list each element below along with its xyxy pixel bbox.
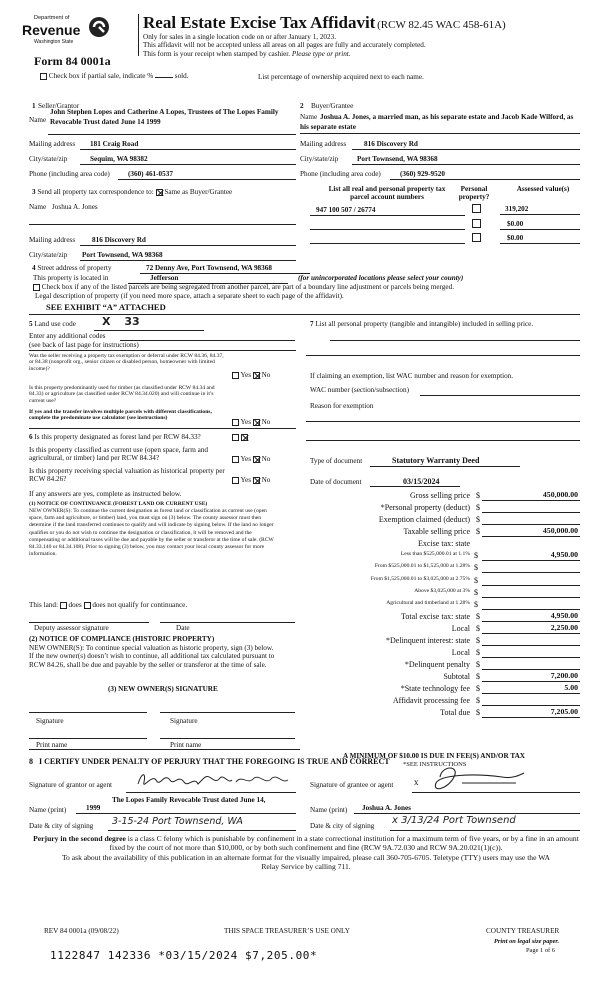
tax-personal-label: *Personal property (deduct) — [380, 503, 470, 512]
timber-question: Is this property predominantly used for timber (as classified under RCW 84.34 and 84.33) or agriculture (as classified under RCW 84.34.020) and will continue in it’s current use? — [29, 385, 215, 404]
compliance-title: (2) NOTICE OF COMPLIANCE (HISTORIC PROPERTY) — [29, 635, 215, 643]
dor-logo — [20, 14, 120, 52]
segregation-row: Check box if any of the listed parcels are being segregated from another parcel, are part of a boundary line adjustment or parcels being merged. — [33, 283, 454, 291]
tax-gross-line — [482, 500, 580, 501]
tax-subtotal-line — [482, 681, 580, 682]
buyer-phone: (360) 929-9520 — [400, 170, 445, 178]
seller-city-label: City/state/zip — [29, 155, 68, 163]
tax-local-dollar: $ — [476, 624, 480, 633]
grantor-date-label: Date & city of signing — [29, 822, 94, 830]
land-use-row: 5 Land use code — [29, 320, 76, 328]
timber-yes-no: Yes No — [232, 418, 270, 426]
does-not-qualify-checkbox[interactable] — [84, 602, 91, 609]
assessed-value-3: $0.00 — [507, 234, 524, 242]
timber-no-checkbox[interactable] — [253, 419, 260, 426]
personal-property-row: 7 List all personal property (tangible and intangible) included in selling price. — [310, 320, 534, 328]
tax-aff-line — [482, 705, 580, 706]
header-note-1: Only for sales in a single location code on or after January 1, 2023. — [143, 33, 337, 41]
historic-yes-checkbox[interactable] — [232, 477, 239, 484]
grantor-signature — [132, 770, 292, 790]
seller-phone: (360) 461-0537 — [128, 170, 173, 178]
form-title: Real Estate Excise Tax Affidavit — [143, 13, 376, 32]
parcel-col-header: List all real and personal property tax parcel account numbers — [328, 185, 446, 202]
segregation-checkbox[interactable] — [33, 284, 40, 291]
grantor-signature-label: Signature of grantor or agent — [29, 781, 113, 789]
timber-yes-checkbox[interactable] — [232, 419, 239, 426]
tax-dl-state-dollar: $ — [476, 636, 480, 645]
new-owner-print-2: Print name — [170, 741, 202, 749]
wac-number-label: WAC number (section/subsection) — [310, 386, 410, 394]
seller-phone-label: Phone (including area code) — [29, 170, 110, 178]
tax-exempt-line — [482, 524, 580, 525]
header-note-3: This form is your receipt when stamped by cashier. Please type or print. — [143, 49, 351, 58]
tax-tech-label: *State technology fee — [400, 684, 470, 693]
corr-name-label: Name — [29, 203, 47, 211]
tax-t2-line — [482, 572, 580, 573]
tax-dl-state-label: *Delinquent interest: state — [386, 636, 470, 645]
tax-t4-dollar: $ — [474, 588, 478, 597]
prop-location-label: This property is located in — [33, 274, 109, 282]
tax-gross-value: 450,000.00 — [542, 490, 578, 499]
treasurer-stamp: 1122847 142336 *03/15/2024 $7,205.00* — [50, 949, 318, 962]
tax-t5-label: Agricultural and timberland at 1.28% — [386, 600, 470, 606]
buyer-name-label: Name — [300, 113, 318, 121]
grantee-name-label: Name (print) — [310, 806, 348, 814]
legal-description-label: Legal description of property (if you need more space, attach a separate sheet to each page of the affidavit). — [35, 292, 344, 300]
tax-t1-label: Less than $525,000.01 at 1.1% — [400, 551, 470, 557]
percentage-note: List percentage of ownership acquired next to each name. — [258, 73, 424, 81]
corr-row: 3 Send all property tax correspondence to: Same as Buyer/Grantee — [32, 188, 233, 196]
grantee-signature-mark — [412, 763, 532, 793]
grantor-date-city: 3-15-24 Port Townsend, WA — [112, 816, 243, 827]
seller-mailing: 181 Craig Road — [90, 140, 139, 148]
same-as-buyer-checkbox[interactable] — [156, 189, 163, 196]
forest-yes-no — [232, 433, 248, 441]
grantee-signature — [412, 763, 532, 793]
assessed-value-2: $0.00 — [507, 220, 524, 228]
continuance-title: (1) NOTICE OF CONTINUANCE (FOREST LAND OR CURRENT USE) — [29, 501, 208, 507]
grantee-x-mark: x — [414, 777, 419, 787]
if-any-yes: If any answers are yes, complete as instructed below. — [29, 490, 182, 498]
tax-t5-dollar: $ — [474, 600, 478, 609]
seller-city: Sequim, WA 98382 — [90, 155, 148, 163]
tax-t2-dollar: $ — [474, 563, 478, 572]
tax-local-line — [482, 633, 580, 634]
new-owner-print-1: Print name — [36, 741, 68, 749]
personal-checkbox-2[interactable] — [472, 219, 481, 228]
tax-taxable-value: 450,000.00 — [542, 526, 578, 535]
tax-aff-dollar: $ — [476, 696, 480, 705]
tax-t1-dollar: $ — [474, 551, 478, 560]
prop-street: 72 Denny Ave, Port Townsend, WA 98368 — [146, 264, 272, 272]
parcel-number-1: 947 100 507 / 26774 — [316, 206, 376, 214]
doc-type-label: Type of document — [310, 457, 363, 465]
tax-tech-value: 5.00 — [564, 683, 578, 692]
dor-logo-icon — [88, 16, 110, 38]
exemption-no-checkbox[interactable] — [253, 372, 260, 379]
current-use-yes-checkbox[interactable] — [232, 456, 239, 463]
form-title-row — [143, 13, 506, 33]
grantor-name: 1999 — [86, 804, 101, 812]
page-number: Page 1 of 6 — [526, 947, 555, 954]
compliance-text: NEW OWNER(S): To continue special valuation as historic property, sign (3) below. If the new owner(s) doesn’t wish to continue, all additional tax calculated pursuant to RCW 84.26, shall be due and payable by the seller or transferor at the time of sale. — [29, 644, 275, 669]
grantee-name: Joshua A. Jones — [362, 804, 411, 812]
seller-mailing-label: Mailing address — [29, 140, 76, 148]
tax-excise-label: Excise tax: state — [418, 539, 470, 548]
partial-sale-row: Check box if partial sale, indicate % sold. — [40, 72, 189, 80]
form-title-ref: (RCW 82.45 WAC 458-61A) — [377, 19, 506, 31]
tax-local-value: 2,250.00 — [550, 623, 578, 632]
header-note-2: This affidavit will not be accepted unless all areas on all pages are fully and accurately completed. — [143, 41, 426, 50]
deputy-date-label: Date — [176, 624, 190, 632]
seller-label: Seller/Grantor — [38, 102, 80, 110]
trust-line: The Lopes Family Revocable Trust dated June 14, — [112, 796, 266, 804]
tax-t5-line — [482, 609, 580, 610]
historic-no-checkbox[interactable] — [253, 477, 260, 484]
partial-sale-checkbox[interactable] — [40, 73, 47, 80]
tax-dl-local-dollar: $ — [476, 648, 480, 657]
tax-t2-label: From $525,000.01 to $1,525,000 at 1.28% — [374, 563, 470, 569]
doc-date: 03/15/2024 — [403, 477, 440, 486]
form-number: Form 84 0001a — [34, 54, 111, 68]
grantor-signature-mark — [132, 770, 292, 792]
legal-size-note: Print on legal size paper. — [494, 938, 560, 945]
tax-tech-dollar: $ — [476, 684, 480, 693]
tax-subtotal-value: 7,200.00 — [550, 671, 578, 680]
rev-number: REV 84 0001a (09/08/22) — [44, 927, 119, 935]
continuance-text: NEW OWNER(S): To continue the current designation as forest land or classification as current use (open space, farm and agriculture, or timber) land, you must sign on (3) below. The county assessor must then determine if the land transferred continues to qualify and will indicate by signing below. If the land no longer qualifies or you do not wish to continue the designation or classification, it will be removed and the compensating or additional taxes will be due and payable by the seller or transferor at the time of sale. (RCW 84.33.140 or 84.34.108). Prior to signing (3) below, you may contact your local county assessor for more information. — [29, 508, 274, 558]
tax-taxable-line — [482, 536, 580, 537]
tax-personal-dollar: $ — [476, 503, 480, 512]
multiple-parcels-question: If yes and the transfer involves multiple parcels with different classifications, complete the predominate use calculator (see instructions) — [29, 409, 212, 422]
header-notes — [143, 33, 583, 58]
corr-mailing: 816 Discovery Rd — [92, 236, 146, 244]
certify-row: 8 I CERTIFY UNDER PENALTY OF PERJURY THAT THE FOREGOING IS TRUE AND CORRECT — [29, 757, 390, 766]
dor-dept: Department of — [34, 15, 70, 21]
tax-total-value: 7,205.00 — [550, 707, 578, 716]
forest-question: 6 Is this property designated as forest land per RCW 84.33? — [29, 433, 201, 441]
corr-city: Port Townsend, WA 98368 — [82, 251, 163, 259]
tax-dpen-line — [482, 669, 580, 670]
buyer-number: 2 — [300, 102, 304, 110]
historic-yes-no: Yes No — [232, 476, 270, 484]
tax-total-dollar: $ — [476, 708, 480, 717]
tax-dl-state-line — [482, 645, 580, 646]
tax-subtotal-label: Subtotal — [443, 672, 470, 681]
tax-personal-line — [482, 512, 580, 513]
assessed-value-1: 319,202 — [505, 205, 529, 213]
forest-yes-checkbox[interactable] — [232, 434, 239, 441]
tax-t4-line — [482, 597, 580, 598]
new-owner-signature-title: (3) NEW OWNER(S) SIGNATURE — [108, 685, 218, 693]
buyer-label: Buyer/Grantee — [311, 102, 354, 110]
header-divider — [138, 14, 139, 56]
seller-name-label: Name — [29, 116, 47, 124]
tax-total-state-value: 4,950.00 — [550, 611, 578, 620]
tax-t3-label: From $1,525,000.01 to $3,025,000 at 2.75% — [370, 576, 470, 582]
tax-dl-local-label: Local — [451, 648, 470, 657]
buyer-name: Joshua A. Jones, a married man, as his separate estate and Jacob Kade Wilford, as his separate estate — [300, 113, 574, 131]
dor-state: Washington State — [34, 39, 74, 45]
buyer-mailing: 816 Discovery Rd — [364, 140, 418, 148]
tax-dpen-dollar: $ — [476, 660, 480, 669]
tax-t3-dollar: $ — [474, 576, 478, 585]
tax-exempt-dollar: $ — [476, 515, 480, 524]
land-use-code: X 33 — [102, 315, 140, 328]
corr-city-label: City/state/zip — [29, 251, 68, 259]
dor-revenue: Revenue — [22, 22, 81, 38]
tax-dpen-label: *Delinquent penalty — [404, 660, 470, 669]
exemption-yes-checkbox[interactable] — [232, 372, 239, 379]
grantee-signature-label: Signature of grantee or agent — [310, 781, 394, 789]
tax-gross-label: Gross selling price — [410, 491, 470, 500]
personal-checkbox-1[interactable] — [472, 204, 481, 213]
see-instructions-note: *SEE INSTRUCTIONS — [403, 761, 467, 768]
claim-exemption-label: If claiming an exemption, list WAC number and reason for exemption. — [310, 372, 514, 380]
exemption-yes-no: Yes No — [232, 371, 270, 379]
prop-location-note: (for unincorporated locations please select your county) — [298, 274, 464, 282]
county-treasurer: COUNTY TREASURER — [486, 927, 560, 935]
new-owner-signature-2: Signature — [170, 717, 198, 725]
see-back-note: (see back of last page for instructions) — [29, 341, 139, 349]
tax-total-state-line — [482, 621, 580, 622]
tax-aff-label: Affidavit processing fee — [392, 696, 470, 705]
personal-checkbox-3[interactable] — [472, 233, 481, 242]
buyer-phone-label: Phone (including area code) — [300, 170, 381, 178]
doc-type: Statutory Warranty Deed — [392, 456, 480, 465]
tax-total-line — [482, 717, 580, 718]
buyer-city: Port Townsend, WA 98368 — [357, 155, 438, 163]
seller-number: 1 — [32, 102, 36, 110]
tax-t3-line — [482, 585, 580, 586]
tax-taxable-label: Taxable selling price — [403, 527, 470, 536]
historic-question: Is this property receiving special valuation as historical property per RCW 84.26? — [29, 467, 225, 484]
tax-subtotal-dollar: $ — [476, 672, 480, 681]
tax-total-state-dollar: $ — [476, 612, 480, 621]
tax-tech-line — [482, 693, 580, 694]
forest-no-checkbox[interactable] — [241, 434, 248, 441]
minimum-due-note: A MINIMUM OF $10.00 IS DUE IN FEE(S) AND/OR TAX — [343, 752, 525, 760]
perjury-notice: Perjury in the second degree is a class C felony which is punishable by confinement in a state correctional institution for a maximum term of five years, or by a fine in an amount fixed by the court of not more than $10,000, or by both such confinement and fine (RCW 9A.72.030 and RCW 9A.20.021(1)(c)). — [33, 834, 579, 853]
doc-date-label: Date of document — [310, 478, 362, 486]
treasurer-use-only: THIS SPACE TREASURER’S USE ONLY — [224, 927, 350, 935]
buyer-city-label: City/state/zip — [300, 155, 339, 163]
tax-dl-local-line — [482, 657, 580, 658]
corr-mailing-label: Mailing address — [29, 236, 76, 244]
additional-codes-label: Enter any additional codes — [29, 332, 106, 340]
tax-exempt-label: Exemption claimed (deduct) — [378, 515, 470, 524]
grantee-date-label: Date & city of signing — [310, 822, 375, 830]
seller-name: John Stephen Lopes and Catherine A Lopes, Trustees of The Lopes Family Revocable Trust dated June 14 1999 — [50, 108, 279, 126]
alternate-format-notice: To ask about the availability of this publication in an alternate format for the visually impaired, please call 360-705-6705. Teletype (TTY) users may use the WA Relay Service by calling 711. — [61, 853, 551, 872]
land-qualify-row: This land: does does not qualify for continuance. — [29, 601, 188, 609]
buyer-mailing-label: Mailing address — [300, 140, 347, 148]
tax-gross-dollar: $ — [476, 491, 480, 500]
prop-street-row: 4 Street address of property — [32, 264, 112, 272]
tax-t1-line — [482, 560, 580, 561]
tax-t1-value: 4,950.00 — [550, 550, 578, 559]
current-use-question: Is this property classified as current use (open space, farm and agricultural, or timber) land per RCW 84.34? — [29, 446, 209, 463]
legal-description: SEE EXHIBIT “A” ATTACHED — [46, 302, 166, 312]
grantee-date-city: x 3/13/24 Port Townsend — [392, 815, 516, 826]
does-qualify-checkbox[interactable] — [60, 602, 67, 609]
exemption-reason-label: Reason for exemption — [310, 402, 374, 410]
assessed-col-header: Assessed value(s) — [516, 185, 570, 193]
deputy-assessor-label: Deputy assessor signature — [34, 624, 109, 632]
exemption-question: Was the seller receiving a property tax exemption or deferral under RCW 84.36, 84.37, or 84.38 (nonprofit org., senior citizen or disabled person, homeowner with limited income)? — [29, 353, 224, 372]
new-owner-signature-1: Signature — [36, 717, 64, 725]
tax-t4-label: Above $3,025,000 at 3% — [414, 588, 470, 594]
personal-col-header: Personal property? — [458, 185, 490, 202]
tax-total-state-label: Total excise tax: state — [401, 612, 470, 621]
prop-location: Jefferson — [150, 274, 179, 282]
current-use-yes-no: Yes No — [232, 455, 270, 463]
tax-local-label: Local — [451, 624, 470, 633]
tax-total-label: Total due — [440, 708, 470, 717]
grantor-name-label: Name (print) — [29, 806, 67, 814]
current-use-no-checkbox[interactable] — [253, 456, 260, 463]
tax-taxable-dollar: $ — [476, 527, 480, 536]
corr-name: Joshua A. Jones — [52, 203, 98, 211]
